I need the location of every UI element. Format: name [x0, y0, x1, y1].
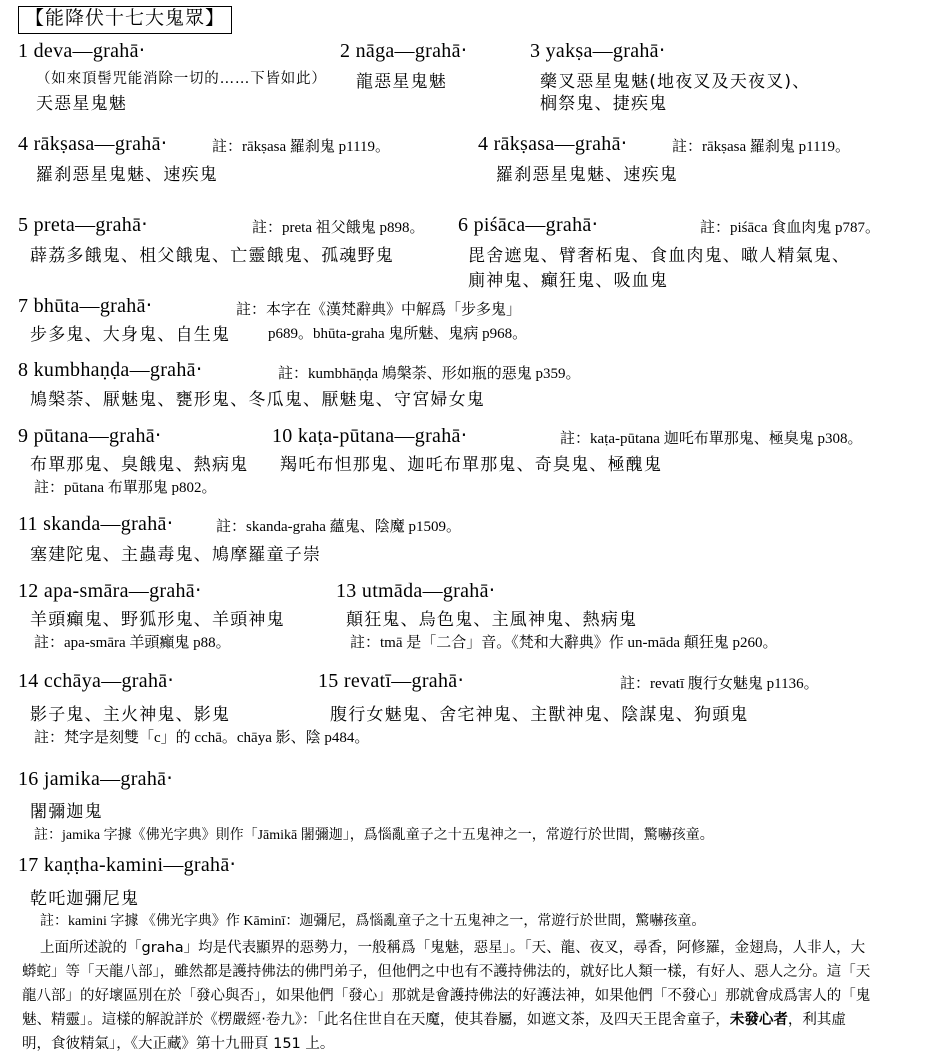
entry-4b-chinese: 羅刹惡星鬼魅、速疾鬼: [496, 165, 678, 185]
entry-16-chinese: 闍彌迦鬼: [30, 802, 103, 822]
entry-3-chinese: 藥叉惡星鬼魅(地夜叉及天夜叉)、: [540, 72, 811, 92]
closing-line-4-tail: ，利其虛: [787, 1012, 846, 1028]
entry-2-heading: 2 nāga—grahā‧: [340, 40, 468, 62]
entry-14-chinese: 影子鬼、主火神鬼、影鬼: [30, 705, 231, 725]
closing-line-5: 明，食彼精氣」，《大正藏》第十九冊頁 151 上。: [22, 1036, 335, 1052]
entry-15-note: 註：revatī 腹行女魅鬼 p1136。: [620, 676, 819, 692]
closing-line-4-text: 魅、精靈」。這樣的解說詳於《楞嚴經‧卷九》：「此名住世自在天魔，使其眷屬，如遮文茶，及四天王毘舍童子，: [22, 1012, 730, 1028]
entry-6-heading: 6 piśāca—grahā‧: [458, 214, 599, 236]
entry-12-heading: 12 apa-smāra—grahā‧: [18, 580, 202, 602]
entry-6-note: 註：piśāca 食血肉鬼 p787。: [700, 220, 880, 236]
entry-8-heading: 8 kumbhaṇḍa—grahā‧: [18, 359, 203, 381]
entry-7-note: 註：本字在《漢梵辭典》中解爲「步多鬼」: [236, 302, 522, 318]
entry-4-chinese: 羅刹惡星鬼魅、速疾鬼: [36, 165, 218, 185]
entry-9-chinese: 布單那鬼、臭餓鬼、熱病鬼: [30, 455, 249, 475]
entry-6-chinese: 毘舍遮鬼、臂奢柘鬼、食血肉鬼、噉人精氣鬼、: [468, 246, 851, 266]
entry-10-heading: 10 kaṭa-pūtana—grahā‧: [272, 425, 468, 447]
entry-11-chinese: 塞建陀鬼、主蟲毒鬼、鳩摩羅童子崇: [30, 545, 322, 565]
entry-14-note-2: 註：梵字是刻雙「c」的 cchā。chāya 影、陰 p484。: [34, 730, 370, 746]
entry-17-heading: 17 kaṇṭha-kamini—grahā‧: [18, 854, 237, 876]
entry-3-heading: 3 yakṣa—grahā‧: [530, 40, 666, 62]
closing-line-4: [22, 1008, 846, 1029]
entry-13-chinese: 顛狂鬼、烏色鬼、主風神鬼、熱病鬼: [346, 610, 638, 630]
entry-5-chinese: 薜荔多餓鬼、柤父餓鬼、亡靈餓鬼、孤魂野鬼: [30, 246, 394, 266]
entry-4-heading: 4 rākṣasa—grahā‧: [18, 133, 168, 155]
entry-7-note-2: p689。bhūta-graha 鬼所魅、鬼病 p968。: [268, 326, 528, 342]
entry-4b-note: 註：rākṣasa 羅刹鬼 p1119。: [672, 139, 851, 155]
entry-12-note-2: 註：apa-smāra 羊頭癲鬼 p88。: [34, 635, 231, 651]
entry-10-note: 註：kaṭa-pūtana 迦吒布單那鬼、極臭鬼 p308。: [560, 431, 863, 447]
entry-1-chinese: 天惡星鬼魅: [36, 94, 127, 114]
entry-7-heading: 7 bhūta—grahā‧: [18, 295, 153, 317]
entry-11-note: 註：skanda-graha 蘊鬼、陰魔 p1509。: [216, 519, 461, 535]
entry-3-chinese-2: 榈祭鬼、捷疾鬼: [540, 94, 668, 114]
entry-6-chinese-2: 廁神鬼、癲狂鬼、吸血鬼: [468, 271, 669, 291]
entry-10-chinese: 羯吒布怛那鬼、迦吒布單那鬼、奇臭鬼、極醜鬼: [280, 455, 663, 475]
entry-4b-heading: 4 rākṣasa—grahā‧: [478, 133, 628, 155]
entry-13-note-2: 註：tmā 是「二合」音。《梵和大辭典》作 un-māda 顛狂鬼 p260。: [350, 635, 778, 651]
closing-line-1: 上面所述說的「graha」均是代表顯界的惡勢力，一般稱爲「鬼魅，惡星」。「天、龍、夜叉，尋香，阿修羅，金翅鳥，人非人，大: [40, 940, 866, 956]
entry-2-chinese: 龍惡星鬼魅: [356, 72, 447, 92]
entry-13-heading: 13 utmāda—grahā‧: [336, 580, 496, 602]
entry-5-note: 註：preta 祖父餓鬼 p898。: [252, 220, 425, 236]
entry-12-chinese: 羊頭癲鬼、野狐形鬼、羊頭神鬼: [30, 610, 285, 630]
entry-17-chinese: 乾吒迦彌尼鬼: [30, 889, 140, 909]
entry-8-note: 註：kumbhāṇḍa 鳩槃荼、形如瓶的惡鬼 p359。: [278, 366, 581, 382]
closing-line-2: 蟒蛇」等「天龍八部」，雖然都是護持佛法的佛門弟子，但他們之中也有不護持佛法的，就好比人類一樣，有好人、惡人之分。這「天: [22, 964, 871, 980]
entry-9-heading: 9 pūtana—grahā‧: [18, 425, 162, 447]
entry-16-note-2: 註：jamika 字據《佛光字典》則作「Jāmikā 闍彌迦」，爲惱亂童子之十五鬼神之一，常遊行於世間，驚嚇孩童。: [34, 828, 714, 843]
closing-emphasis: 未發心者: [729, 1012, 788, 1028]
entry-1-heading: 1 deva—grahā‧: [18, 40, 146, 62]
entry-17-note-2: 註：kamini 字據 《佛光字典》作 Kāminī：迦彌尼，爲惱亂童子之十五鬼神之一，常遊行於世間，驚嚇孩童。: [40, 914, 706, 929]
entry-7-chinese: 步多鬼、大身鬼、自生鬼: [30, 325, 231, 345]
entry-11-heading: 11 skanda—grahā‧: [18, 513, 174, 535]
entry-15-heading: 15 revatī—grahā‧: [318, 670, 465, 692]
entry-14-heading: 14 cchāya—grahā‧: [18, 670, 175, 692]
entry-15-chinese: 腹行女魅鬼、舍宅神鬼、主獸神鬼、陰謀鬼、狗頭鬼: [330, 705, 749, 725]
entry-5-heading: 5 preta—grahā‧: [18, 214, 148, 236]
entry-9-note-2: 註：pūtana 布單那鬼 p802。: [34, 480, 217, 496]
page-title: 【能降伏十七大鬼眾】: [18, 6, 232, 34]
entry-8-chinese: 鳩槃荼、厭魅鬼、甕形鬼、冬瓜鬼、厭魅鬼、守宮婦女鬼: [30, 390, 485, 410]
entry-1-inline-note: （如來頂髻咒能消除一切的……下皆如此）: [36, 71, 327, 87]
closing-line-3: 龍八部」的好壞區別在於「發心與否」，如果他們「發心」那就是會護持佛法的好護法神，如果他們「不發心」那就會成爲害人的「鬼: [22, 988, 871, 1004]
entry-4-note: 註：rākṣasa 羅刹鬼 p1119。: [212, 139, 391, 155]
entry-16-heading: 16 jamika—grahā‧: [18, 768, 173, 790]
